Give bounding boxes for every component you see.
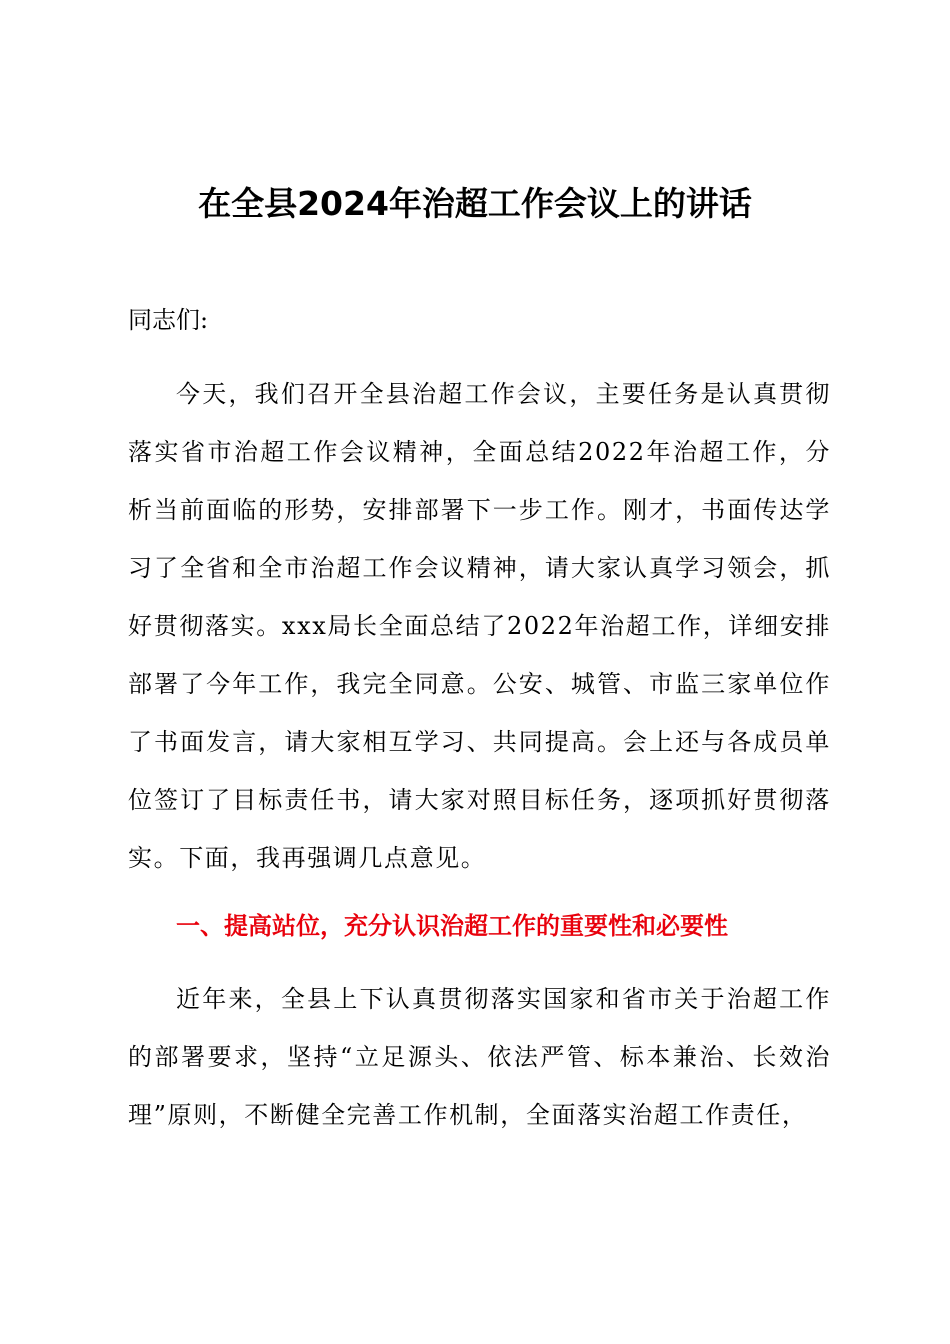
document-title: 在全县2024年治超工作会议上的讲话: [198, 184, 752, 223]
paragraph-section-1: 近年来，全县上下认真贯彻落实国家和省市关于治超工作的部署要求，坚持“立足源头、依法严管、标本兼治、长效治理”原则，不断健全完善工作机制，全面落实治超工作责任，: [128, 985, 831, 1129]
section-heading-1: 一、提高站位，充分认识治超工作的重要性和必要性: [176, 912, 728, 940]
paragraph-intro: 今天，我们召开全县治超工作会议，主要任务是认真贯彻落实省市治超工作会议精神，全面总结2022年治超工作，分析当前面临的形势，安排部署下一步工作。刚才，书面传达学习了全省和全市治超工作会议精神，请大家认真学习领会，抓好贯彻落实。xxx局长全面总结了2022年治超工作，详细安排部署了今年工作，我完全同意。公安、城管、市监三家单位作了书面发言，请大家相互学习、共同提高。会上还与各成员单位签订了目标责任书，请大家对照目标任务，逐项抓好贯彻落实。下面，我再强调几点意见。: [128, 380, 831, 872]
salutation: 同志们:: [128, 306, 209, 334]
